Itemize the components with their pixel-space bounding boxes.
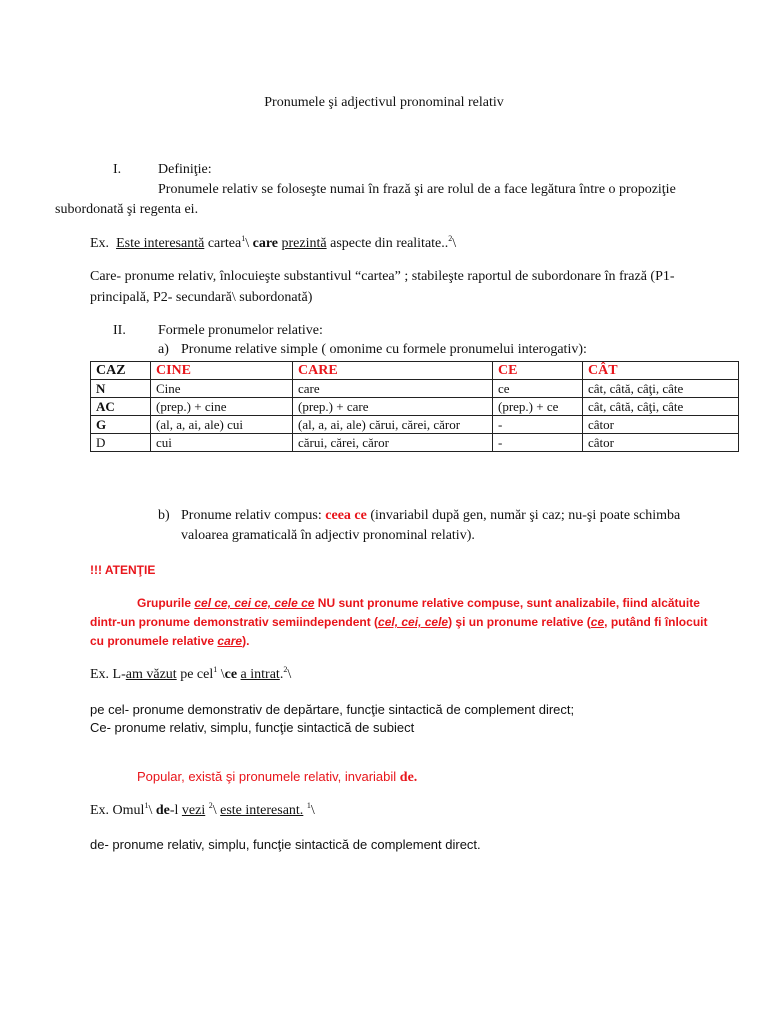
attention-text: ) şi un pronume relative (	[448, 615, 591, 629]
example-2-verb-2: a intrat	[240, 667, 280, 682]
example-1-text: cartea	[204, 236, 242, 251]
popular-bold: de.	[399, 770, 418, 785]
example-1-end: \	[452, 236, 457, 251]
example-2-text: pe cel	[176, 667, 214, 682]
example-1-separator: \	[245, 236, 253, 251]
popular-text: Popular, există şi pronumele relativ, invariabil	[137, 769, 400, 784]
pronoun-forms-table	[90, 361, 739, 452]
example-3-text: -l	[169, 803, 182, 818]
item-b-line-1	[181, 508, 680, 524]
example-1-sup-1: 1	[241, 234, 246, 243]
table-cell: Cine	[151, 380, 293, 398]
table-row	[91, 416, 739, 434]
example-3	[90, 803, 315, 819]
table-cell: câtor	[583, 434, 739, 452]
example-2-separator: \	[217, 667, 225, 682]
section-2-numeral: II.	[113, 323, 126, 338]
table-cell: -	[493, 434, 583, 452]
attention-text: cu pronumele relative	[90, 634, 218, 648]
table-header-cell: CAZ	[91, 362, 151, 380]
item-b-line-2: valoarea gramaticală în adjectiv pronominal relativ).	[181, 528, 475, 543]
attention-demonstratives: cel, cei, cele	[378, 615, 449, 629]
attention-label: !!! ATENŢIE	[90, 563, 156, 577]
explanation-1-line-2: principală, P2- secundară\ subordonată)	[90, 290, 313, 305]
example-3-end: \	[310, 803, 315, 818]
table-row	[91, 380, 739, 398]
attention-groups: cel ce, cei ce, cele ce	[194, 596, 315, 610]
attention-text: NU sunt pronume relative compuse, sunt analizabile, fiind alcătuite	[314, 596, 700, 610]
attention-text: , putând fi înlocuit	[604, 615, 708, 629]
example-3-predicate: este interesant.	[220, 803, 304, 818]
table-cell: câtor	[583, 416, 739, 434]
attention-line-3	[90, 634, 249, 648]
example-1	[90, 236, 456, 252]
item-a-label: a)	[158, 342, 169, 357]
table-cell: -	[493, 416, 583, 434]
example-2-sup-1: 1	[213, 665, 218, 674]
definition-line-1: Pronumele relativ se foloseşte numai în frază şi are rolul de a face legătura între o propoziţie	[158, 182, 676, 197]
attention-text: Grupurile	[137, 596, 195, 610]
popular-note	[137, 769, 417, 786]
example-3-separator: \	[148, 803, 156, 818]
table-row	[91, 434, 739, 452]
attention-replacement: care	[217, 634, 243, 648]
attention-line-2	[90, 615, 707, 629]
explanation-3: de- pronume relativ, simplu, funcţie sintactică de complement direct.	[90, 837, 481, 852]
table-cell: (prep.) + care	[293, 398, 493, 416]
table-cell: D	[91, 434, 151, 452]
example-2-relative: ce	[224, 667, 238, 682]
section-1-numeral: I.	[113, 162, 122, 177]
example-3-prefix: Ex. Omul	[90, 803, 145, 818]
page-title: Pronumele şi adjectivul pronominal relativ	[264, 95, 504, 110]
item-b-note: (invariabil după gen, număr şi caz; nu-şi poate schimba	[366, 508, 681, 523]
item-a-text: Pronume relative simple ( omonime cu formele pronumelui interogativ):	[181, 342, 587, 357]
definition-line-2: subordonată şi regenta ei.	[55, 202, 199, 217]
example-3-separator-2: \	[212, 803, 221, 818]
example-1-verb: prezintă	[281, 236, 327, 251]
table-cell: cât, câtă, câţi, câte	[583, 380, 739, 398]
table-cell: (prep.) + ce	[493, 398, 583, 416]
table-cell: (prep.) + cine	[151, 398, 293, 416]
table-header-cell: CE	[493, 362, 583, 380]
section-2-heading: Formele pronumelor relative:	[158, 323, 323, 338]
table-header-cell: CARE	[293, 362, 493, 380]
table-cell: G	[91, 416, 151, 434]
example-1-predicate: Este interesantă	[116, 236, 205, 251]
example-2	[90, 667, 291, 683]
section-1-heading: Definiţie:	[158, 162, 212, 177]
example-1-relative: care	[252, 236, 279, 251]
attention-line-1	[137, 596, 700, 610]
table-cell: (al, a, ai, ale) cărui, cărei, cǎror	[293, 416, 493, 434]
example-3-sup-2: 2	[208, 801, 213, 810]
item-b-compound: ceea ce	[325, 508, 367, 523]
example-2-end: \	[287, 667, 292, 682]
example-2-period: .	[279, 667, 284, 682]
example-3-sup-3: 1	[306, 801, 311, 810]
table-cell: cărui, cărei, cǎror	[293, 434, 493, 452]
table-cell: care	[293, 380, 493, 398]
example-2-sup-2: 2	[283, 665, 288, 674]
explanation-1-line-1: Care- pronume relativ, înlocuieşte substantivul “cartea” ; stabileşte raportul de subordonare în frază (P1-	[90, 269, 675, 284]
item-b-label: b)	[158, 508, 170, 523]
table-cell: cât, câtă, câţi, câte	[583, 398, 739, 416]
table-cell: AC	[91, 398, 151, 416]
example-1-prefix: Ex.	[90, 236, 110, 251]
table-cell: cui	[151, 434, 293, 452]
attention-text: ).	[242, 634, 250, 648]
table-header-cell: CÂT	[583, 362, 739, 380]
attention-relative: ce	[590, 615, 605, 629]
explanation-2-line-2: Ce- pronume relativ, simplu, funcţie sintactică de subiect	[90, 720, 415, 735]
table-header-row	[91, 362, 739, 380]
explanation-2-line-1: pe cel- pronume demonstrativ de depărtare, funcţie sintactică de complement direct;	[90, 702, 575, 717]
table-cell: (al, a, ai, ale) cui	[151, 416, 293, 434]
example-3-relative: de	[155, 803, 170, 818]
example-2-verb: am văzut	[125, 667, 177, 682]
table-cell: N	[91, 380, 151, 398]
example-3-verb: vezi	[181, 803, 206, 818]
table-header-cell: CINE	[151, 362, 293, 380]
table-row	[91, 398, 739, 416]
example-1-sup-2: 2	[448, 234, 453, 243]
attention-text: dintr-un pronume demonstrativ semiindependent (	[90, 615, 379, 629]
table-cell: ce	[493, 380, 583, 398]
example-3-sup-1: 1	[144, 801, 149, 810]
example-2-prefix: Ex. L-	[90, 667, 126, 682]
item-b-text: Pronume relativ compus:	[181, 508, 326, 523]
example-1-rest: aspecte din realitate..	[326, 236, 449, 251]
